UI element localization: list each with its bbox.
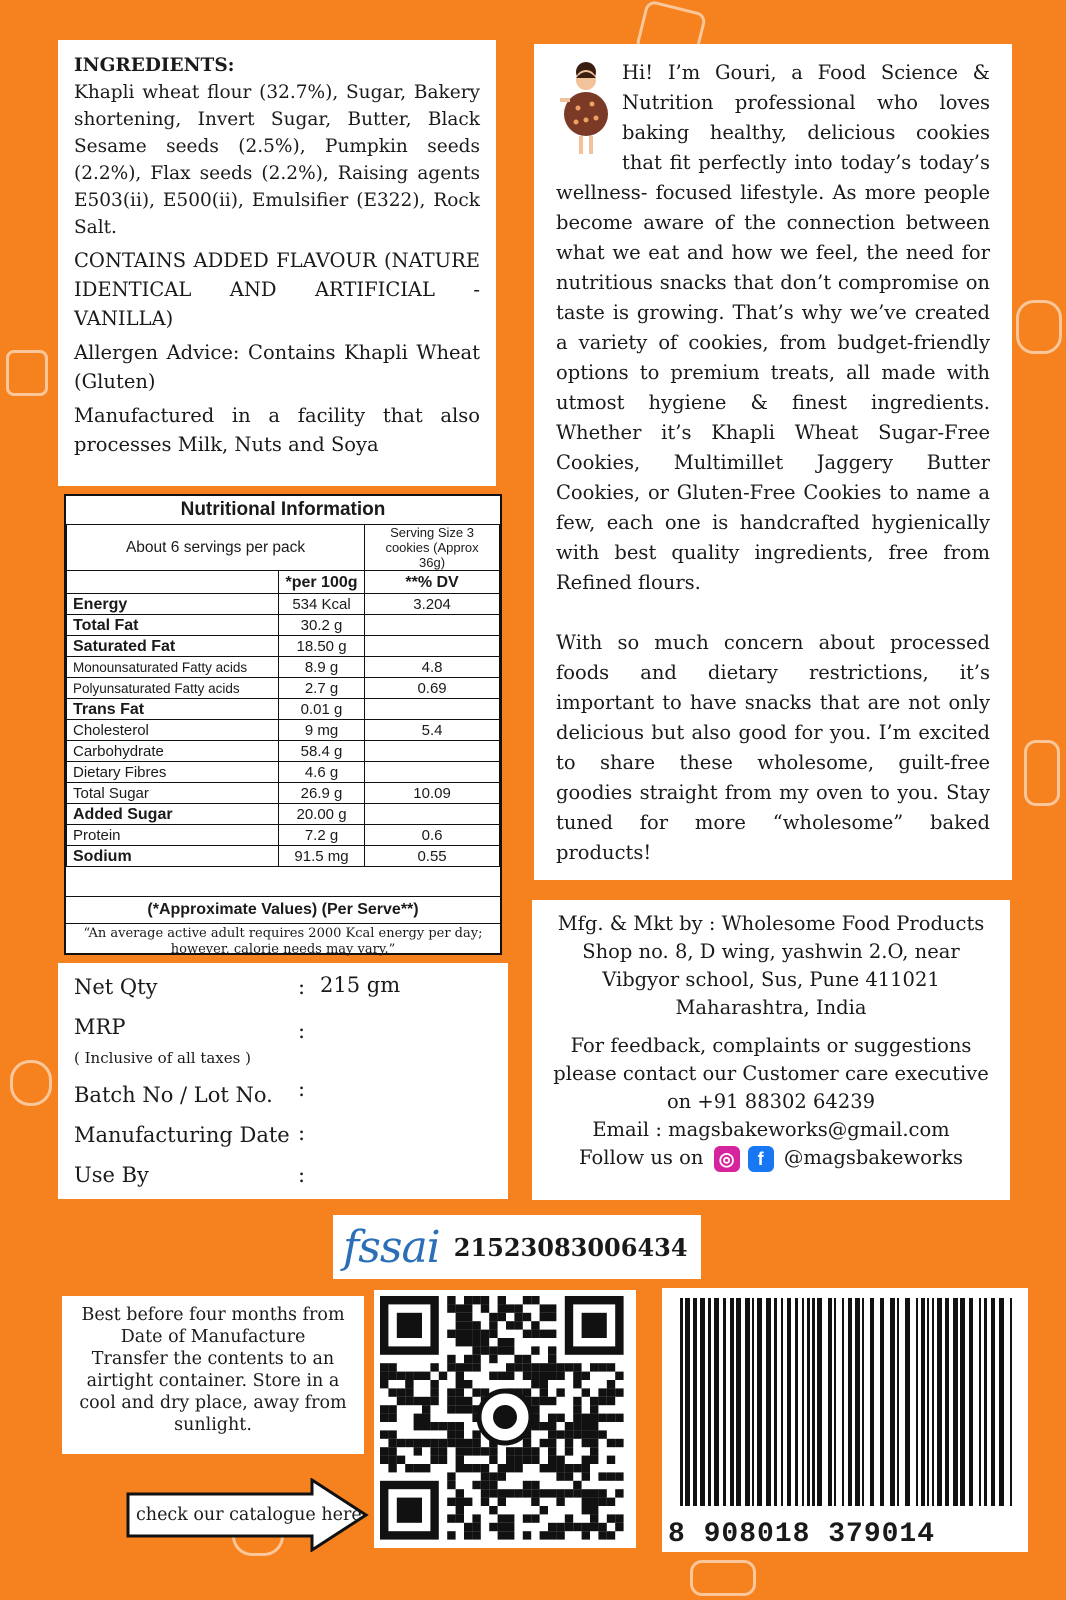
- fssai-logo: fssai: [343, 1221, 440, 1273]
- nutrient-dv: 0.6: [365, 825, 500, 846]
- nutrition-row: [67, 825, 500, 846]
- nutrient-per100: 91.5 mg: [278, 846, 364, 867]
- header-blank: [67, 571, 279, 594]
- nutrient-per100: 7.2 g: [278, 825, 364, 846]
- manufacturing-date-label: Manufacturing Date: [74, 1123, 290, 1147]
- decorative-doodle: [6, 350, 48, 396]
- nutrient-name: Monounsaturated Fatty acids: [67, 657, 279, 678]
- batch-label: Batch No / Lot No.: [74, 1083, 273, 1107]
- best-before: Best before four months from Date of Manufacture: [81, 1305, 345, 1347]
- nutrient-dv: 4.8: [365, 657, 500, 678]
- nutrient-name: Polyunsaturated Fatty acids: [67, 678, 279, 699]
- nutrient-per100: 58.4 g: [278, 741, 364, 762]
- storage-instructions: [62, 1296, 364, 1454]
- nutrient-per100: 26.9 g: [278, 783, 364, 804]
- nutrient-per100: 2.7 g: [278, 678, 364, 699]
- nutrient-name: Energy: [67, 594, 279, 615]
- about-paragraph-1: Hi! I’m Gouri, a Food Science & Nutrition professional who loves baking healthy, delicious cookies that fit perfectly into today’s today’s wellness- focused lifestyle. As more people become aware of the connection between what we eat and how we feel, the need for nutritious snacks that don’t compromise on taste is growing. That’s why we’ve created a variety of cookies, from budget-friendly options to premium treats, all made with utmost hygiene & finest ingredients. Whether it’s Khapli Wheat Sugar-Free Cookies, Multimillet Jaggery Butter Cookies, or Gluten-Free Cookies to name a few, each one is handcrafted hygienically with best quality ingredients, free from Refined flours.: [556, 61, 990, 594]
- email-line[interactable]: Email : magsbakeworks@gmail.com: [592, 1118, 950, 1141]
- net-qty-label: Net Qty: [74, 975, 158, 999]
- nutrient-name: Cholesterol: [67, 720, 279, 741]
- nutrition-row: [67, 699, 500, 720]
- qr-code[interactable]: [374, 1290, 636, 1548]
- feedback-contact: For feedback, complaints or suggestions please contact our Customer care executive on +91 88302 64239: [553, 1034, 989, 1113]
- nutrient-per100: 534 Kcal: [278, 594, 364, 615]
- nutrient-dv: [365, 699, 500, 720]
- colon: :: [298, 1077, 306, 1101]
- nutrient-dv: 5.4: [365, 720, 500, 741]
- nutrient-per100: 30.2 g: [278, 615, 364, 636]
- ingredients-panel: [58, 40, 496, 486]
- mrp-label: MRP: [74, 1015, 126, 1039]
- nutrient-name: Dietary Fibres: [67, 762, 279, 783]
- use-by-label: Use By: [74, 1163, 149, 1187]
- decorative-doodle: [1024, 740, 1060, 806]
- barcode: [662, 1288, 1028, 1552]
- ingredients-heading: INGREDIENTS:: [74, 55, 235, 76]
- nutrient-per100: 8.9 g: [278, 657, 364, 678]
- dv-header: **% DV: [365, 571, 500, 594]
- social-handle[interactable]: @magsbakeworks: [783, 1146, 963, 1169]
- nutrient-dv: 3.204: [365, 594, 500, 615]
- nutrient-dv: [365, 636, 500, 657]
- nutrient-per100: 4.6 g: [278, 762, 364, 783]
- added-flavour-note: CONTAINS ADDED FLAVOUR (NATURE IDENTICAL AND ARTIFICIAL - VANILLA): [74, 249, 480, 330]
- gouri-illustration: [556, 58, 616, 158]
- manufacturer-panel: [532, 900, 1010, 1200]
- nutrient-name: Saturated Fat: [67, 636, 279, 657]
- decorative-doodle: [690, 1560, 756, 1596]
- fssai-number: 21523083006434: [453, 1232, 688, 1262]
- nutrient-dv: [365, 741, 500, 762]
- net-qty-value: 215 gm: [320, 973, 401, 997]
- storage-advice: Transfer the contents to an airtight container. Store in a cool and dry place, away from sunlight.: [79, 1349, 347, 1435]
- nutrient-dv: [365, 762, 500, 783]
- catalogue-arrow[interactable]: [126, 1478, 372, 1552]
- nutrition-row: [67, 636, 500, 657]
- nutrient-name: Total Fat: [67, 615, 279, 636]
- nutrient-dv: [365, 615, 500, 636]
- instagram-icon[interactable]: ◎: [714, 1146, 740, 1172]
- nutrition-row: [67, 783, 500, 804]
- colon: :: [298, 1019, 306, 1043]
- nutrient-per100: 0.01 g: [278, 699, 364, 720]
- quantity-panel: [58, 963, 508, 1199]
- decorative-doodle: [10, 1060, 52, 1106]
- facebook-icon[interactable]: f: [748, 1146, 774, 1172]
- ingredients-list: Khapli wheat flour (32.7%), Sugar, Bakery shortening, Invert Sugar, Butter, Black Sesame seeds (2.5%), Pumpkin seeds (2.2%), Flax seeds (2.2%), Raising agents E503(ii), E500(ii), Emulsifier (E322), Rock Salt.: [74, 82, 480, 238]
- nutrition-row: [67, 678, 500, 699]
- colon: :: [298, 975, 306, 999]
- follow-us-label: Follow us on: [579, 1146, 704, 1169]
- nutrition-title: Nutritional Information: [180, 499, 386, 520]
- manufacturer-address: Mfg. & Mkt by : Wholesome Food Products Shop no. 8, D wing, yashwin 2.O, near Vibgyor school, Sus, Pune 411021 Maharashtra, India: [557, 912, 985, 1019]
- nutrient-per100: 18.50 g: [278, 636, 364, 657]
- nutrition-row: [67, 741, 500, 762]
- nutrient-dv: 0.69: [365, 678, 500, 699]
- about-panel: [534, 44, 1012, 880]
- servings-per-pack: About 6 servings per pack: [67, 525, 365, 571]
- calorie-note: “An average active adult requires 2000 Kcal energy per day; however, calorie needs may vary.”: [66, 923, 500, 958]
- nutrition-row: [67, 615, 500, 636]
- nutrient-name: Trans Fat: [67, 699, 279, 720]
- nutrition-row: [67, 594, 500, 615]
- nutrition-row: [67, 720, 500, 741]
- catalogue-label: check our catalogue here: [136, 1505, 362, 1525]
- nutrition-row: [67, 804, 500, 825]
- nutrition-table: [66, 524, 500, 867]
- per100-header: *per 100g: [278, 571, 364, 594]
- nutrient-dv: 0.55: [365, 846, 500, 867]
- nutrition-footer: (*Approximate Values) (Per Serve**): [66, 896, 500, 923]
- nutrition-row: [67, 657, 500, 678]
- nutrition-table-panel: [64, 494, 502, 955]
- nutrient-name: Total Sugar: [67, 783, 279, 804]
- nutrient-name: Carbohydrate: [67, 741, 279, 762]
- nutrient-name: Sodium: [67, 846, 279, 867]
- nutrient-dv: 10.09: [365, 783, 500, 804]
- nutrient-name: Added Sugar: [67, 804, 279, 825]
- serving-size: Serving Size 3 cookies (Approx 36g): [365, 525, 500, 571]
- colon: :: [298, 1163, 306, 1187]
- about-paragraph-2: With so much concern about processed foods and dietary restrictions, it’s important to have snacks that are not only delicious but also good for you. I’m excited to share these wholesome, guilt-free goodies straight from my oven to you. Stay tuned for more “wholesome” baked products!: [556, 631, 990, 864]
- nutrient-per100: 20.00 g: [278, 804, 364, 825]
- mrp-tax-note: ( Inclusive of all taxes ): [74, 1049, 251, 1067]
- nutrient-dv: [365, 804, 500, 825]
- allergen-advice: Allergen Advice: Contains Khapli Wheat (Gluten): [74, 341, 480, 393]
- barcode-digits: 8 908018 379014: [668, 1519, 936, 1550]
- nutrient-name: Protein: [67, 825, 279, 846]
- fssai-license: [333, 1215, 701, 1279]
- facility-note: Manufactured in a facility that also processes Milk, Nuts and Soya: [74, 404, 480, 456]
- colon: :: [298, 1121, 306, 1145]
- nutrition-row: [67, 846, 500, 867]
- decorative-doodle: [1016, 300, 1062, 354]
- nutrition-row: [67, 762, 500, 783]
- nutrient-per100: 9 mg: [278, 720, 364, 741]
